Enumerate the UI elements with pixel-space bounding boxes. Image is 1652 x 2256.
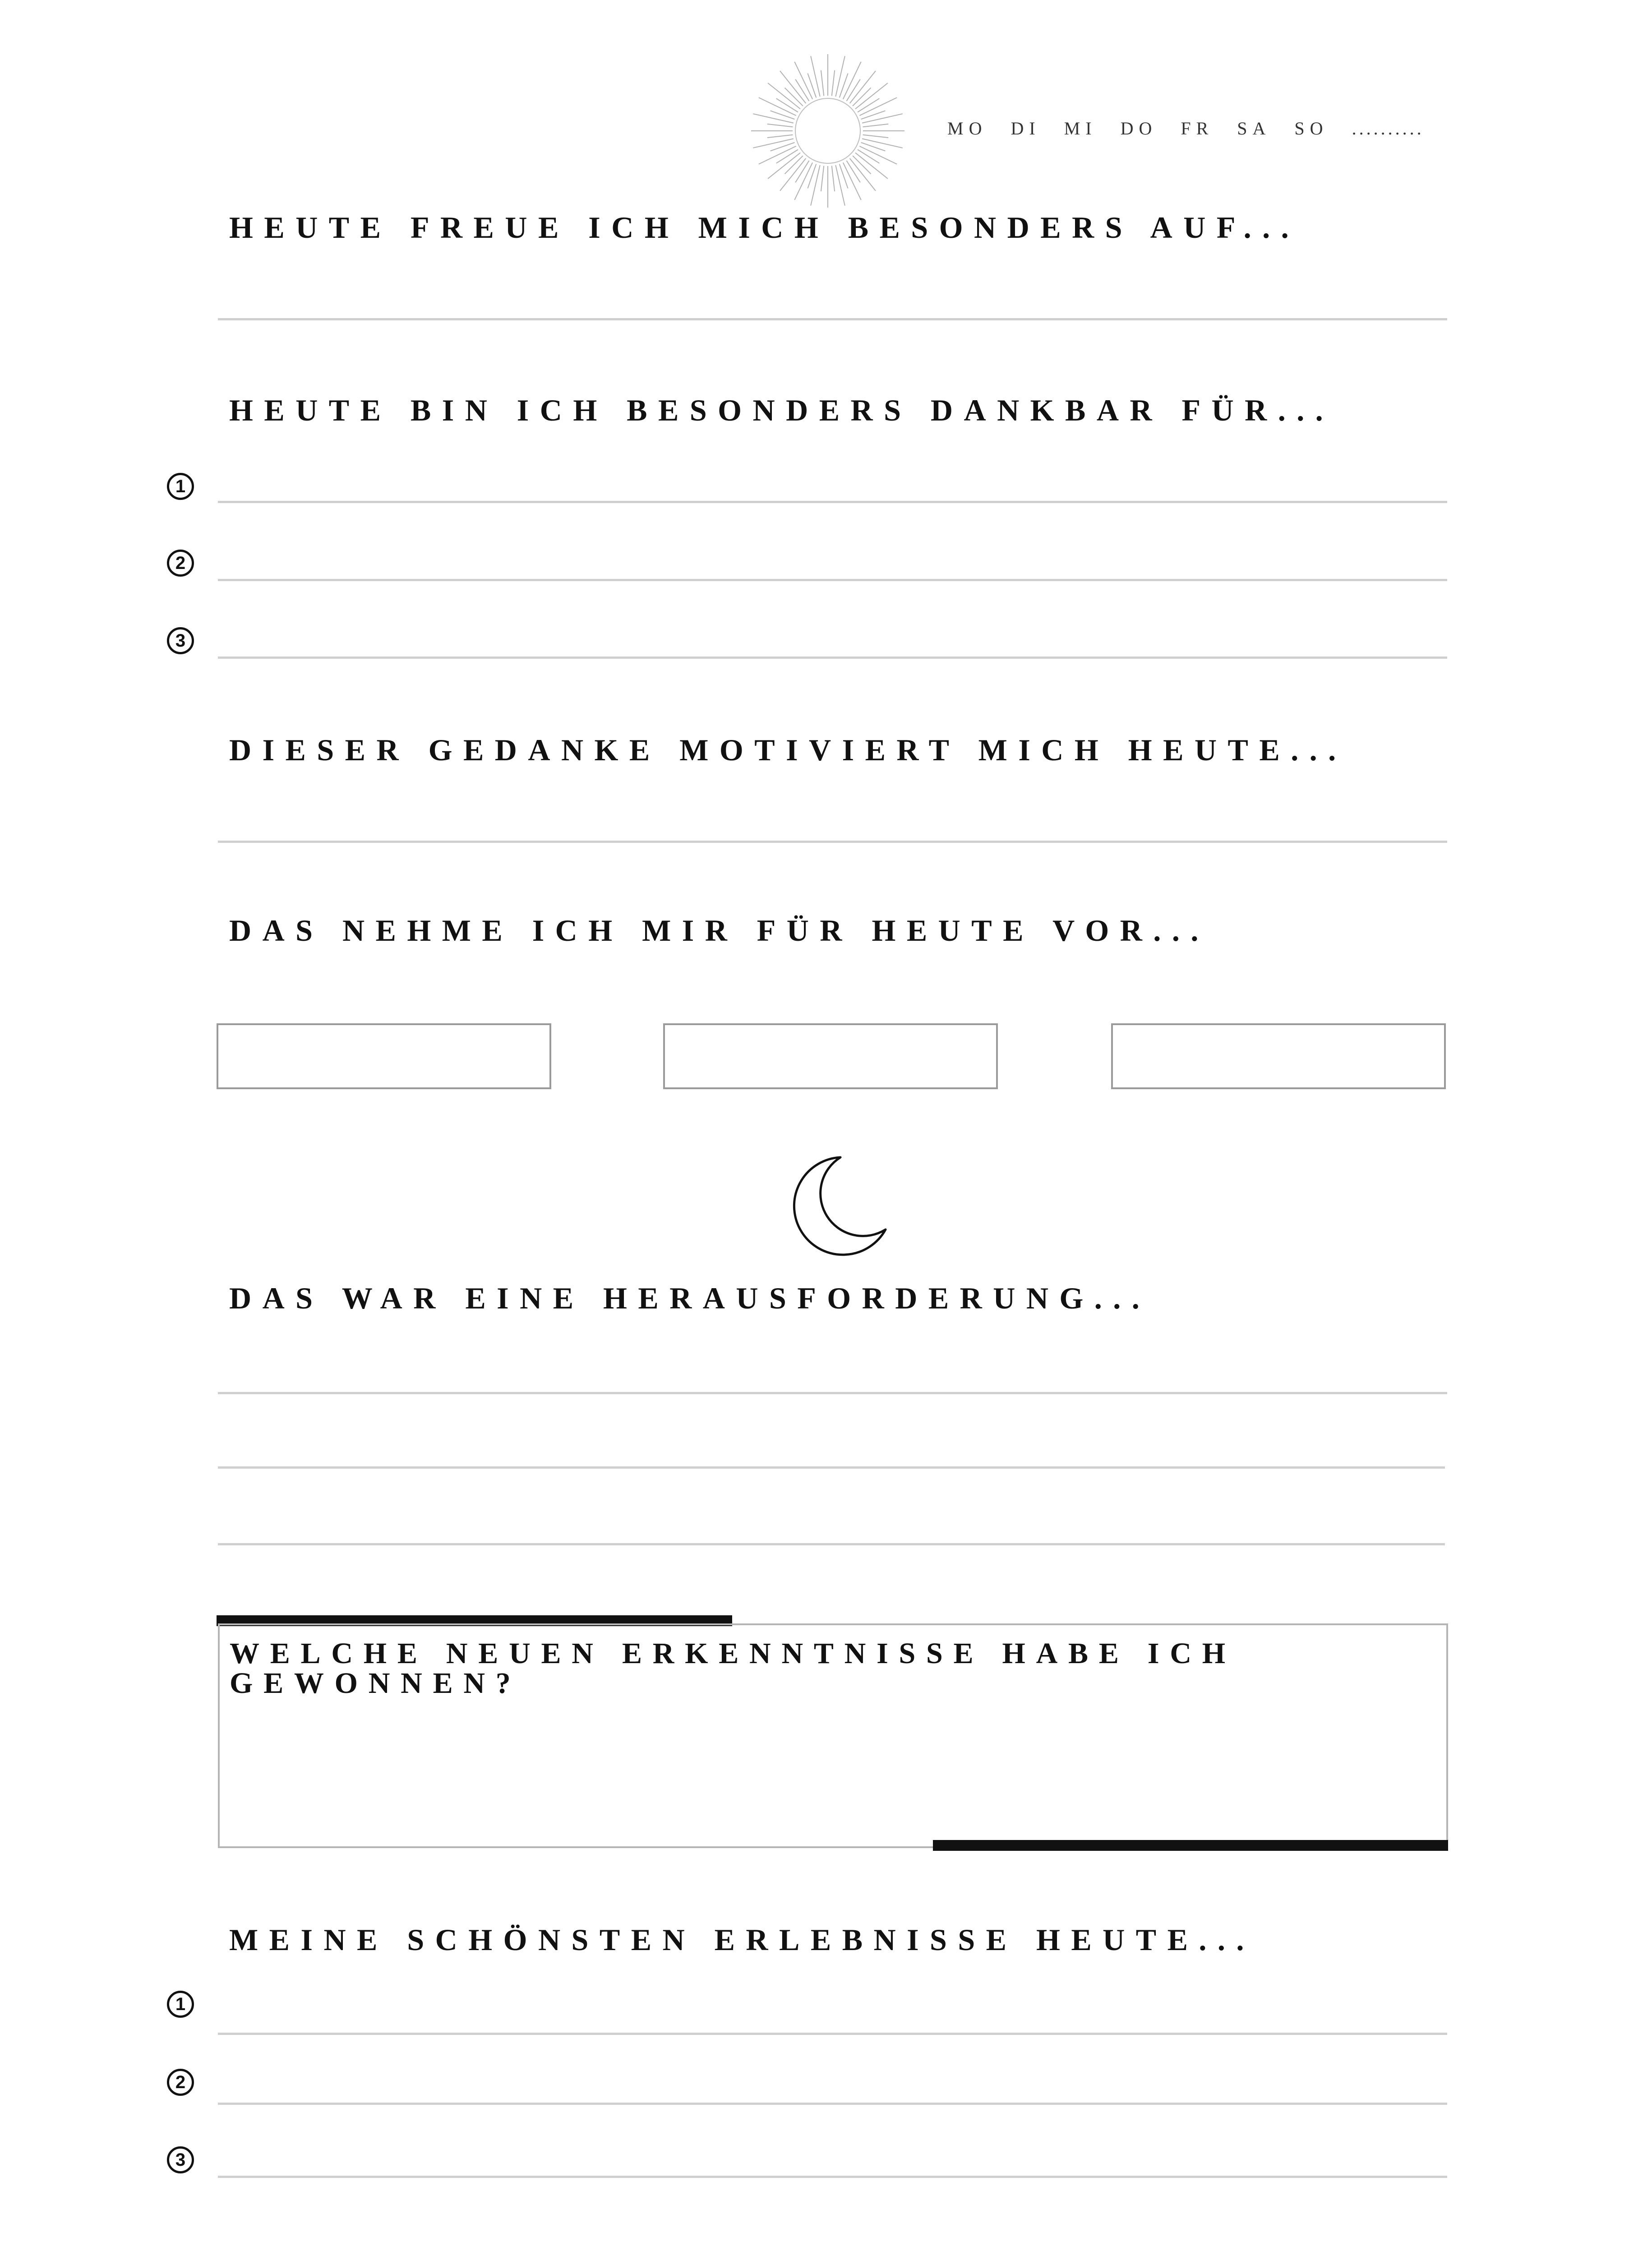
sun-icon [747, 50, 909, 212]
writing-line[interactable] [218, 2033, 1447, 2035]
writing-line[interactable] [218, 318, 1447, 320]
writing-line[interactable] [218, 841, 1447, 843]
weekday-so[interactable]: SO [1294, 118, 1329, 139]
writing-line[interactable] [218, 2103, 1447, 2105]
writing-line[interactable] [218, 501, 1447, 503]
number-marker: 1 [167, 473, 194, 500]
weekday-sa[interactable]: SA [1237, 118, 1271, 139]
writing-line[interactable] [218, 579, 1447, 581]
weekday-do[interactable]: DO [1120, 118, 1158, 139]
weekday-fr[interactable]: FR [1181, 118, 1214, 139]
heading-vorhaben: DAS NEHME ICH MIR FÜR HEUTE VOR... [229, 913, 1209, 948]
writing-line[interactable] [218, 1466, 1445, 1469]
date-blank[interactable]: .......... [1352, 118, 1424, 139]
todo-box-1[interactable] [217, 1023, 551, 1089]
todo-box-2[interactable] [663, 1023, 998, 1089]
heading-dankbar: HEUTE BIN ICH BESONDERS DANKBAR FÜR... [229, 393, 1334, 427]
heading-freue: HEUTE FREUE ICH MICH BESONDERS AUF... [229, 210, 1300, 245]
weekday-mi[interactable]: MI [1064, 118, 1097, 139]
number-marker: 2 [167, 2069, 194, 2096]
moon-icon [787, 1153, 891, 1263]
writing-line[interactable] [218, 656, 1447, 659]
todo-box-3[interactable] [1111, 1023, 1446, 1089]
heading-herausforderung: DAS WAR EINE HERAUSFORDERUNG... [229, 1281, 1151, 1315]
heading-gedanke: DIESER GEDANKE MOTIVIERT MICH HEUTE... [229, 733, 1347, 767]
number-marker: 2 [167, 550, 194, 577]
number-marker: 3 [167, 2146, 194, 2173]
weekday-di[interactable]: DI [1011, 118, 1041, 139]
insights-heading [230, 1639, 1236, 1698]
number-marker: 3 [167, 627, 194, 654]
writing-line[interactable] [218, 1392, 1447, 1394]
heading-erlebnisse: MEINE SCHÖNSTEN ERLEBNISSE HEUTE... [229, 1923, 1255, 1957]
accent-bar-bottom [933, 1840, 1448, 1851]
insights-box[interactable] [218, 1623, 1448, 1848]
writing-line[interactable] [218, 2176, 1447, 2178]
weekday-mo[interactable]: MO [947, 118, 988, 139]
insights-heading-line-1: WELCHE NEUEN ERKENNTNISSE HABE ICH [230, 1637, 1236, 1670]
writing-line[interactable] [218, 1543, 1445, 1545]
weekday-selector [947, 120, 1424, 138]
number-marker: 1 [167, 1991, 194, 2018]
insights-heading-line-2: GEWONNEN? [230, 1667, 521, 1700]
